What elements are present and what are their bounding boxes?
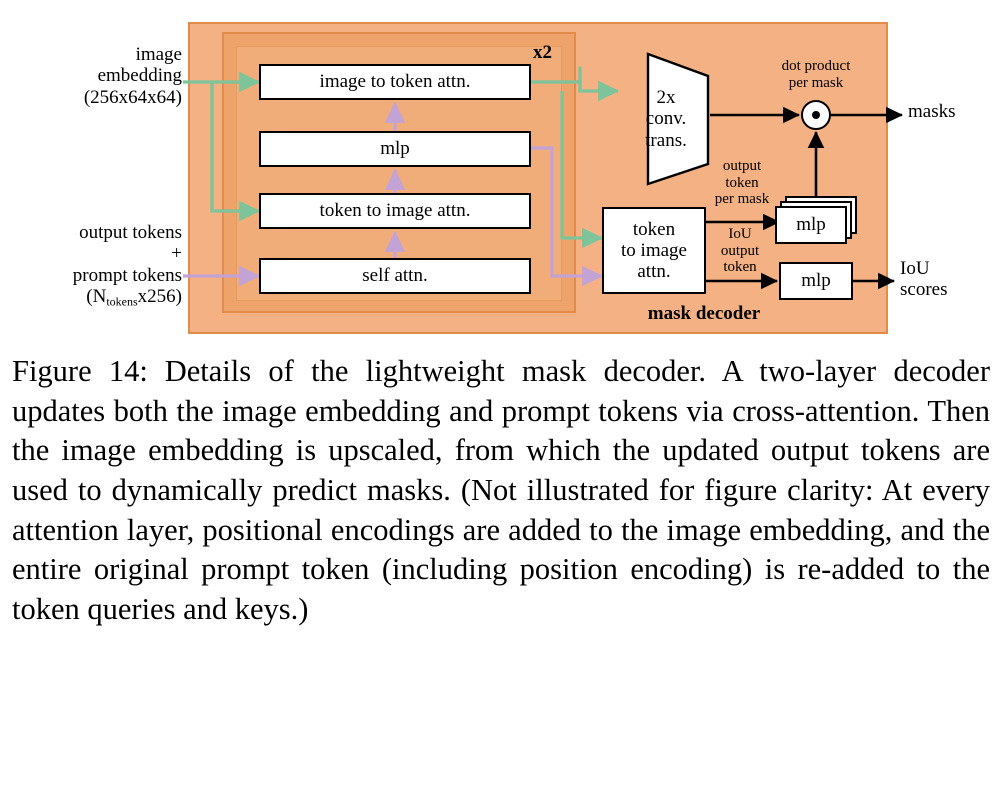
label-output-prompt-tokens bbox=[4, 222, 182, 309]
block-token-to-image-attn-output[interactable] bbox=[602, 207, 706, 294]
label-iou-token-line2: output bbox=[720, 242, 760, 259]
block-token-to-image-attn[interactable] bbox=[259, 193, 531, 229]
block-mlp-decoder-label: mlp bbox=[380, 138, 410, 160]
label-output-token-per-mask bbox=[706, 158, 778, 208]
figure-caption bbox=[12, 352, 990, 629]
label-output-token-line2: token bbox=[725, 174, 759, 191]
label-ntokens-subscript: tokens bbox=[106, 294, 138, 309]
block-token-to-image-attn-output-line1: token bbox=[632, 218, 676, 240]
block-mlp-iou[interactable] bbox=[779, 262, 853, 300]
block-mlp-mask-stack[interactable] bbox=[775, 196, 859, 252]
label-repeat-x2: x2 bbox=[533, 42, 552, 63]
label-output-iou-scores bbox=[900, 258, 1000, 301]
label-output-masks-text: masks bbox=[908, 101, 956, 122]
label-mask-decoder: mask decoder bbox=[647, 303, 761, 324]
label-image-embedding bbox=[10, 44, 182, 108]
block-mlp-iou-label: mlp bbox=[801, 270, 831, 291]
figure-mask-decoder-diagram bbox=[0, 0, 1003, 345]
block-self-attn-label: self attn. bbox=[362, 265, 428, 287]
label-output-tokens-line1: output tokens bbox=[79, 222, 182, 243]
block-mlp-mask-label: mlp bbox=[796, 214, 826, 235]
block-token-to-image-attn-output-line2: to image bbox=[621, 239, 687, 261]
label-iou-token-line1: IoU bbox=[728, 226, 752, 242]
label-output-token-line1: output bbox=[722, 158, 762, 174]
label-dot-product-per-mask bbox=[746, 58, 886, 91]
mlp-stack-sheet-front bbox=[775, 206, 847, 244]
figure-caption-label: Figure 14: bbox=[12, 354, 148, 388]
block-image-to-token-attn-label: image to token attn. bbox=[319, 71, 471, 93]
dot-product-operator-icon bbox=[801, 100, 831, 130]
label-image-embedding-line2: embedding bbox=[97, 65, 182, 87]
label-prompt-tokens-line: prompt tokens bbox=[72, 264, 182, 286]
label-iou-output-token bbox=[706, 226, 774, 276]
block-image-to-token-attn[interactable] bbox=[259, 64, 531, 100]
label-image-embedding-line1: image bbox=[135, 44, 182, 65]
block-mlp-decoder[interactable] bbox=[259, 131, 531, 167]
label-image-embedding-line3: (256x64x64) bbox=[83, 86, 182, 108]
label-output-iou-scores-line2: scores bbox=[900, 279, 948, 301]
label-ntokens-line bbox=[4, 286, 182, 309]
label-iou-token-line3: token bbox=[723, 259, 757, 275]
label-output-masks bbox=[908, 101, 998, 122]
block-token-to-image-attn-output-line3: attn. bbox=[637, 261, 671, 283]
block-conv-transpose-line3: trans. bbox=[645, 129, 687, 151]
block-self-attn[interactable] bbox=[259, 258, 531, 294]
label-ntokens-close: x256) bbox=[137, 286, 182, 308]
label-output-token-line3: per mask bbox=[714, 191, 770, 207]
label-dot-product-line2: per mask bbox=[788, 74, 844, 91]
block-conv-transpose-line2: conv. bbox=[645, 108, 687, 130]
block-token-to-image-attn-label: token to image attn. bbox=[319, 200, 471, 222]
block-conv-transpose-line1: 2x bbox=[656, 87, 676, 109]
label-output-tokens-plus: + bbox=[171, 243, 182, 265]
block-conv-transpose[interactable] bbox=[618, 52, 710, 186]
figure-caption-text: Details of the lightweight mask decoder. A two-layer decoder updates both the image embedding and prompt tokens via cross-attention. Then the image embedding is upscaled, from which the updated output tokens are used to dynamically predict masks. (Not illustrated for figure clarity: At every attention layer, positional encodings are added to the image embedding, and the entire original prompt token (including position encoding) is re-added to the token queries and keys.) bbox=[12, 354, 990, 626]
label-dot-product-line1: dot product bbox=[781, 58, 851, 74]
label-ntokens-open: (N bbox=[86, 286, 107, 308]
label-output-iou-scores-line1: IoU bbox=[900, 258, 930, 279]
